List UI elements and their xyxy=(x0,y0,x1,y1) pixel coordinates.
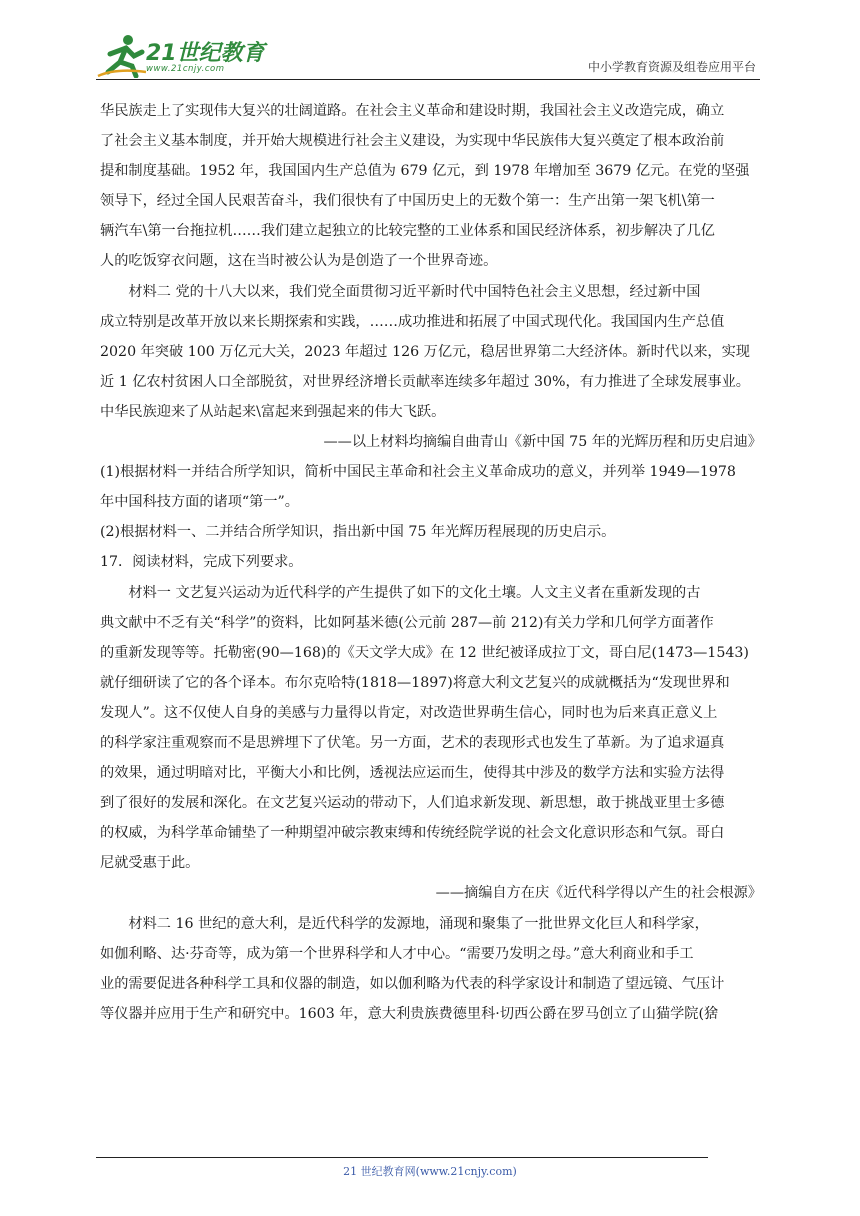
page-footer: 21 世纪教育网(www.21cnjy.com) xyxy=(343,1165,517,1178)
text-line: 如伽利略、达·芬奇等，成为第一个世界科学和人才中心。“需要乃发明之母。”意大利商业和手工 xyxy=(100,945,694,962)
source-citation: ——以上材料均摘编自曲青山《新中国 75 年的光辉历程和历史启迪》 xyxy=(323,434,762,451)
text-line: 了社会主义基本制度，并开始大规模进行社会主义建设，为实现中华民族伟大复兴奠定了根本政治前 xyxy=(100,133,725,150)
text-line: 材料二 16 世纪的意大利，是近代科学的发源地，涌现和聚集了一批世界文化巨人和科学家， xyxy=(128,915,709,932)
text-line: 成立特别是改革开放以来长期探索和实践，……成功推进和拓展了中国式现代化。我国国内生产总值 xyxy=(100,313,725,330)
text-line: 材料一 文艺复兴运动为近代科学的产生提供了如下的文化土壤。人文主义者在重新发现的古 xyxy=(128,584,701,601)
text-line: 到了很好的发展和深化。在文艺复兴运动的带动下，人们追求新发现、新思想，敢于挑战亚里士多德 xyxy=(100,795,725,812)
runner-logo-icon xyxy=(96,32,148,78)
text-line: 就仔细研读了它的各个译本。布尔克哈特(1818—1897)将意大利文艺复兴的成就概括为“发现世界和 xyxy=(100,674,730,691)
logo xyxy=(96,32,266,78)
text-line: 中华民族迎来了从站起来\富起来到强起来的伟大飞跃。 xyxy=(100,403,446,420)
text-line: 近 1 亿农村贫困人口全部脱贫，对世界经济增长贡献率连续多年超过 30%，有力推进了全球发展事业。 xyxy=(100,373,750,390)
text-line: 人的吃饭穿衣问题，这在当时被公认为是创造了一个世界奇迹。 xyxy=(100,253,498,270)
text-line: 的科学家注重观察而不是思辨埋下了伏笔。另一方面，艺术的表现形式也发生了革新。为了追求逼真 xyxy=(100,734,725,751)
text-line: 的效果，通过明暗对比，平衡大小和比例，透视法应运而生，使得其中涉及的数学方法和实验方法得 xyxy=(100,765,725,782)
text-line: 等仪器并应用于生产和研究中。1603 年，意大利贵族费德里科·切西公爵在罗马创立了山猫学院(猞 xyxy=(100,1005,719,1022)
text-line: 提和制度基础。1952 年，我国国内生产总值为 679 亿元，到 1978 年增加至 3679 亿元。在党的坚强 xyxy=(100,163,750,180)
logo-text: 21世纪教育 xyxy=(146,41,265,66)
text-line: 材料二 党的十八大以来，我们党全面贯彻习近平新时代中国特色社会主义思想，经过新中国 xyxy=(128,283,701,300)
text-line: 典文献中不乏有关“科学”的资料，比如阿基米德(公元前 287—前 212)有关力学和几何学方面著作 xyxy=(100,614,714,631)
source-citation: ——摘编自方在庆《近代科学得以产生的社会根源》 xyxy=(435,885,762,902)
header-divider xyxy=(96,79,760,80)
question-line: 年中国科技方面的诸项“第一”。 xyxy=(100,494,299,511)
question-line: (2)根据材料一、二并结合所学知识，指出新中国 75 年光辉历程展现的历史启示。 xyxy=(100,524,616,541)
text-line: 华民族走上了实现伟大复兴的壮阔道路。在社会主义革命和建设时期，我国社会主义改造完成，确立 xyxy=(100,103,725,119)
text-line: 业的需要促进各种科学工具和仪器的制造，如以伽利略为代表的科学家设计和制造了望远镜、气压计 xyxy=(100,975,725,992)
logo-url: www.21cnjy.com xyxy=(146,64,225,74)
text-line: 发现人”。这不仅使人自身的美感与力量得以肯定，对改造世界萌生信心，同时也为后来真正意义上 xyxy=(100,704,718,721)
page-header xyxy=(96,28,760,80)
platform-name: 中小学教育资源及组卷应用平台 xyxy=(587,60,756,74)
text-line: 的重新发现等等。托勒密(90—168)的《天文学大成》在 12 世纪被译成拉丁文，哥白尼(1473—1543) xyxy=(100,644,749,661)
text-line: 尼就受惠于此。 xyxy=(100,855,200,872)
text-line: 辆汽车\第一台拖拉机……我们建立起独立的比较完整的工业体系和国民经济体系，初步解决了几亿 xyxy=(100,223,715,240)
text-line: 的权威，为科学革命铺垫了一种期望冲破宗教束缚和传统经院学说的社会文化意识形态和气氛。哥白 xyxy=(100,825,725,842)
text-line: 领导下，经过全国人民艰苦奋斗，我们很快有了中国历史上的无数个第一：生产出第一架飞机\第一 xyxy=(100,193,715,210)
text-line: 2020 年突破 100 万亿元大关，2023 年超过 126 万亿元，稳居世界第二大经济体。新时代以来，实现 xyxy=(100,343,750,360)
document-body xyxy=(100,96,762,1029)
footer-divider xyxy=(96,1157,708,1158)
question-heading: 17．阅读材料，完成下列要求。 xyxy=(100,554,303,571)
question-line: (1)根据材料一并结合所学知识，简析中国民主革命和社会主义革命成功的意义，并列举 1949—1978 xyxy=(100,464,736,481)
